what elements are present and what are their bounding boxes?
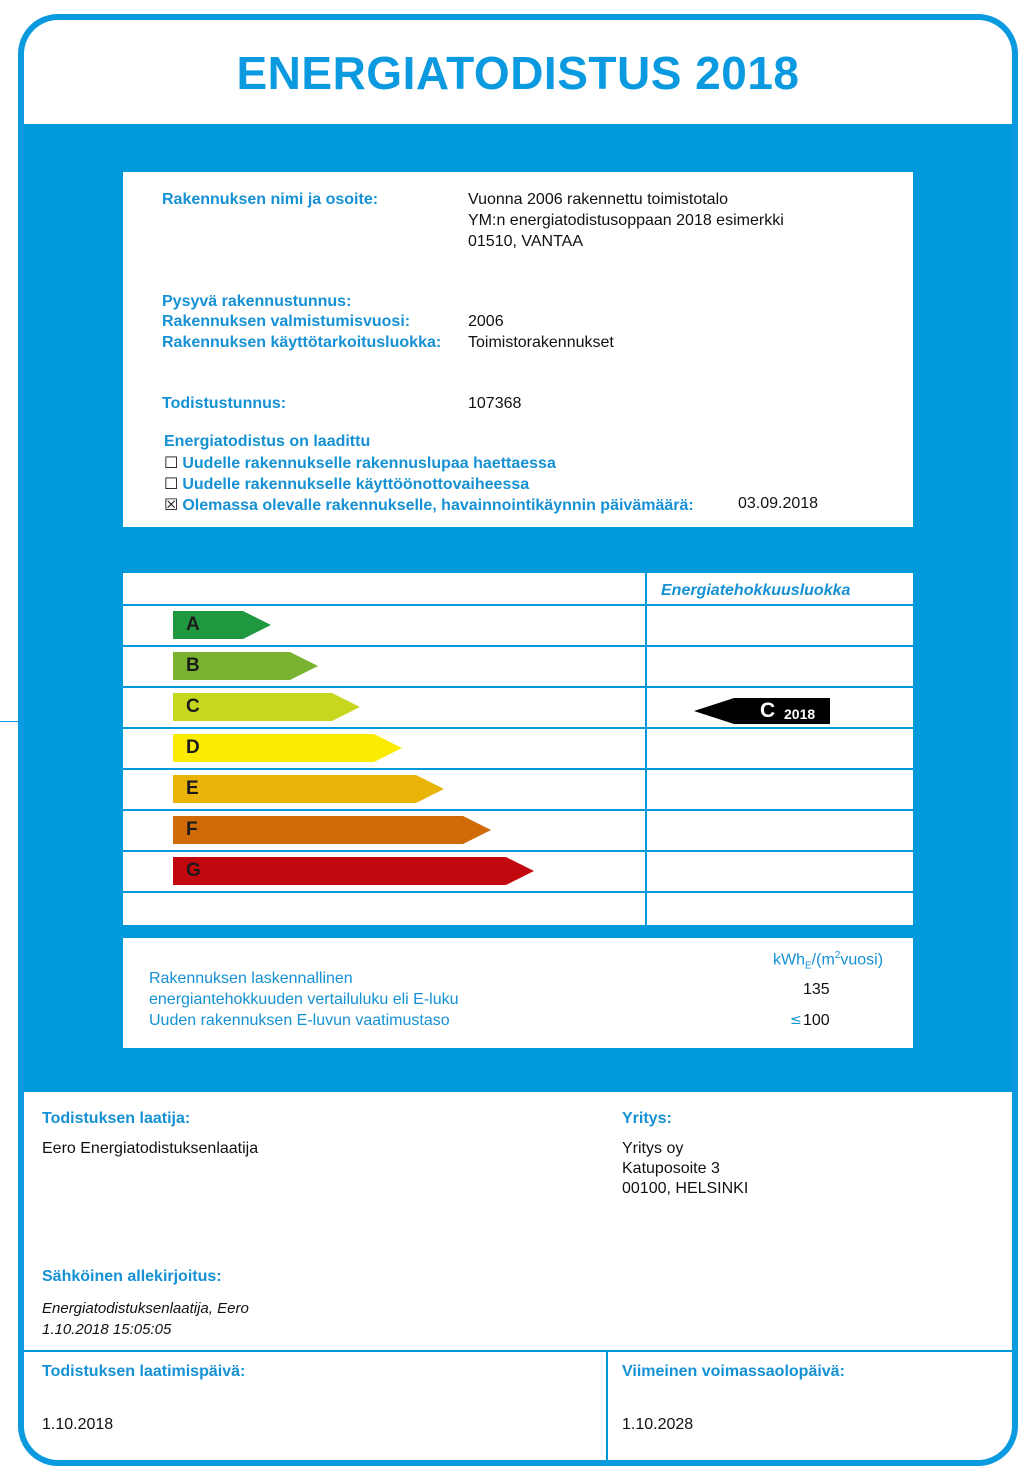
class-g-letter: G [186, 860, 201, 881]
building-info-box [123, 172, 913, 527]
requirement-value: 100 [803, 1012, 830, 1029]
less-or-equal-icon: ≤ [790, 1012, 802, 1028]
building-name-label: Rakennuksen nimi ja osoite: [162, 191, 379, 208]
requirement-label: Uuden rakennuksen E-luvun vaatimustaso [149, 1012, 450, 1029]
scale-row-line [123, 604, 913, 606]
company-label: Yritys: [622, 1110, 672, 1127]
permanent-id-label: Pysyvä rakennustunnus: [162, 293, 352, 310]
option-label: Olemassa olevalle rakennukselle, havainnointikäynnin päivämäärä: [182, 497, 694, 514]
option-label: Uudelle rakennukselle rakennuslupaa haettaessa [182, 455, 556, 472]
class-b-letter: B [186, 655, 200, 676]
option-new-commissioning [164, 474, 529, 494]
rating-letter: C [760, 699, 776, 722]
scale-row-line [123, 768, 913, 770]
title-band [24, 20, 1012, 124]
date-divider [606, 1350, 608, 1466]
checkbox-checked-icon: ☒ [164, 495, 179, 514]
rating-indicator [694, 698, 830, 724]
scale-row-line [123, 850, 913, 852]
class-d-letter: D [186, 737, 200, 758]
prepared-label: Energiatodistus on laadittu [164, 433, 371, 450]
option-label: Uudelle rakennukselle käyttöönottovaiheessa [182, 476, 530, 493]
unit-label: $kWh_E/(m^2vuosi)$ [773, 950, 884, 972]
issue-date-label: Todistuksen laatimispäivä: [42, 1363, 246, 1380]
issue-date-value: 1.10.2018 [42, 1416, 114, 1433]
signature-line-2: 1.10.2018 15:05:05 [42, 1321, 172, 1338]
company-line-3: 00100, HELSINKI [622, 1180, 749, 1197]
class-e-letter: E [186, 778, 199, 799]
e-value-label-line-1: Rakennuksen laskennallinen [149, 970, 353, 987]
scale-row-line [123, 891, 913, 893]
author-label: Todistuksen laatija: [42, 1110, 191, 1127]
scale-row-line [123, 727, 913, 729]
certificate-frame [18, 14, 1018, 1466]
issuer-section [24, 1092, 1012, 1466]
author-value: Eero Energiatodistuksenlaatija [42, 1140, 259, 1157]
edge-mark [0, 721, 18, 722]
scale-header: Energiatehokkuusluokka [661, 582, 851, 599]
building-name-line-3: 01510, VANTAA [468, 233, 584, 250]
class-a-letter: A [186, 614, 200, 635]
rating-year: 2018 [784, 706, 816, 722]
signature-label: Sähköinen allekirjoitus: [42, 1268, 222, 1285]
scale-row-line [123, 809, 913, 811]
cert-id-value: 107368 [468, 395, 522, 412]
company-line-1: Yritys oy [622, 1140, 684, 1157]
valid-until-value: 1.10.2028 [622, 1416, 694, 1433]
building-name-line-1: Vuonna 2006 rakennettu toimistotalo [468, 191, 729, 208]
class-f-letter: F [186, 819, 198, 840]
checkbox-unchecked-icon: ☐ [164, 474, 179, 493]
year-value: 2006 [468, 313, 504, 330]
building-name-line-2: YM:n energiatodistusoppaan 2018 esimerkki [468, 212, 784, 229]
year-label: Rakennuksen valmistumisvuosi: [162, 313, 411, 330]
energy-scale-box [123, 573, 913, 925]
scale-row-line [123, 645, 913, 647]
class-c-letter: C [186, 696, 200, 717]
usage-class-value: Toimistorakennukset [468, 334, 614, 351]
section-divider [24, 1350, 1012, 1352]
option-new-permit [164, 453, 556, 473]
scale-divider [645, 573, 647, 925]
e-value: 135 [803, 981, 830, 998]
valid-until-label: Viimeinen voimassaolopäivä: [622, 1363, 845, 1380]
usage-class-label: Rakennuksen käyttötarkoitusluokka: [162, 334, 442, 351]
signature-line-1: Energiatodistuksenlaatija, Eero [42, 1300, 249, 1317]
company-line-2: Katuposoite 3 [622, 1160, 720, 1177]
scale-row-line [123, 686, 913, 688]
e-value-box [123, 938, 913, 1048]
checkbox-unchecked-icon: ☐ [164, 453, 179, 472]
page-title: ENERGIATODISTUS 2018 [236, 47, 800, 99]
cert-id-label: Todistustunnus: [162, 395, 287, 412]
inspection-date: 03.09.2018 [738, 495, 819, 512]
option-existing-building [164, 495, 694, 515]
e-value-label-line-2: energiantehokkuuden vertailuluku eli E-luku [149, 991, 459, 1008]
